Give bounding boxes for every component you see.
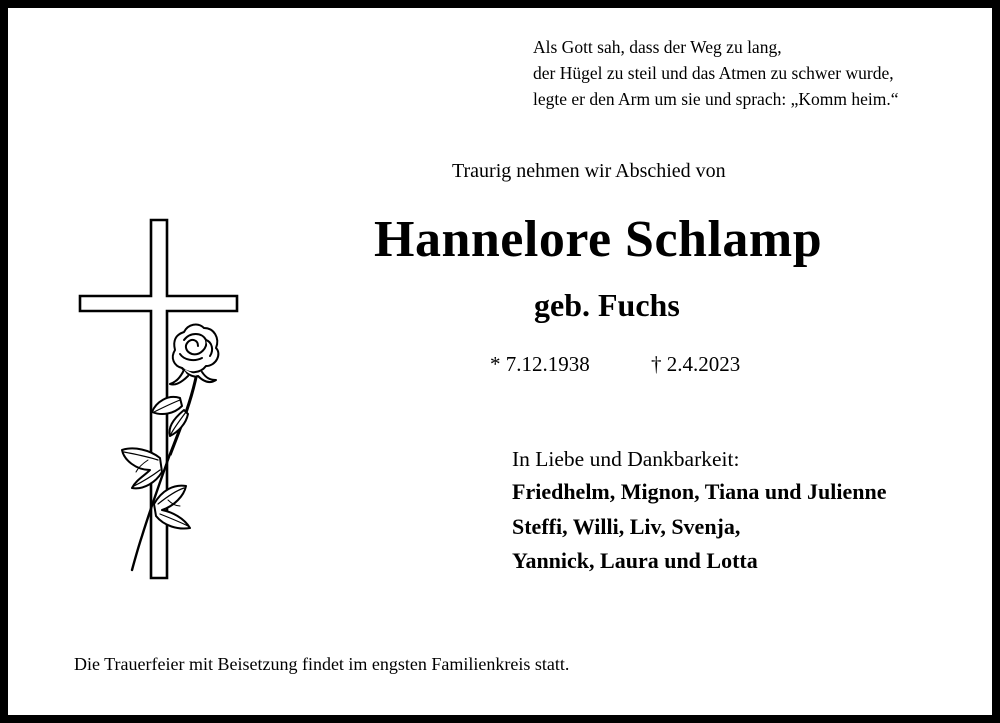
mourners-heading: In Liebe und Dankbarkeit:	[512, 447, 740, 471]
farewell-intro: Traurig nehmen wir Abschied von	[452, 160, 726, 182]
poem-line: Als Gott sah, dass der Weg zu lang,	[533, 37, 782, 57]
mourners-line: Yannick, Laura und Lotta	[512, 548, 758, 573]
poem-line: der Hügel zu steil und das Atmen zu schwer wurde,	[533, 63, 894, 83]
mourners-list	[512, 475, 887, 579]
cross-icon	[72, 214, 247, 586]
birth-name: geb. Fuchs	[534, 287, 680, 323]
poem-line: legte er den Arm um sie und sprach: „Komm heim.“	[533, 89, 899, 109]
birth-date: * 7.12.1938	[490, 352, 590, 376]
deceased-name: Hannelore Schlamp	[374, 211, 823, 268]
poem	[533, 34, 973, 112]
funeral-notice: Die Trauerfeier mit Beisetzung findet im engsten Familienkreis statt.	[74, 654, 570, 674]
death-date: † 2.4.2023	[651, 352, 741, 376]
mourners-line: Friedhelm, Mignon, Tiana und Julienne	[512, 479, 887, 504]
mourners-line: Steffi, Willi, Liv, Svenja,	[512, 513, 741, 539]
rose-icon	[122, 325, 218, 570]
